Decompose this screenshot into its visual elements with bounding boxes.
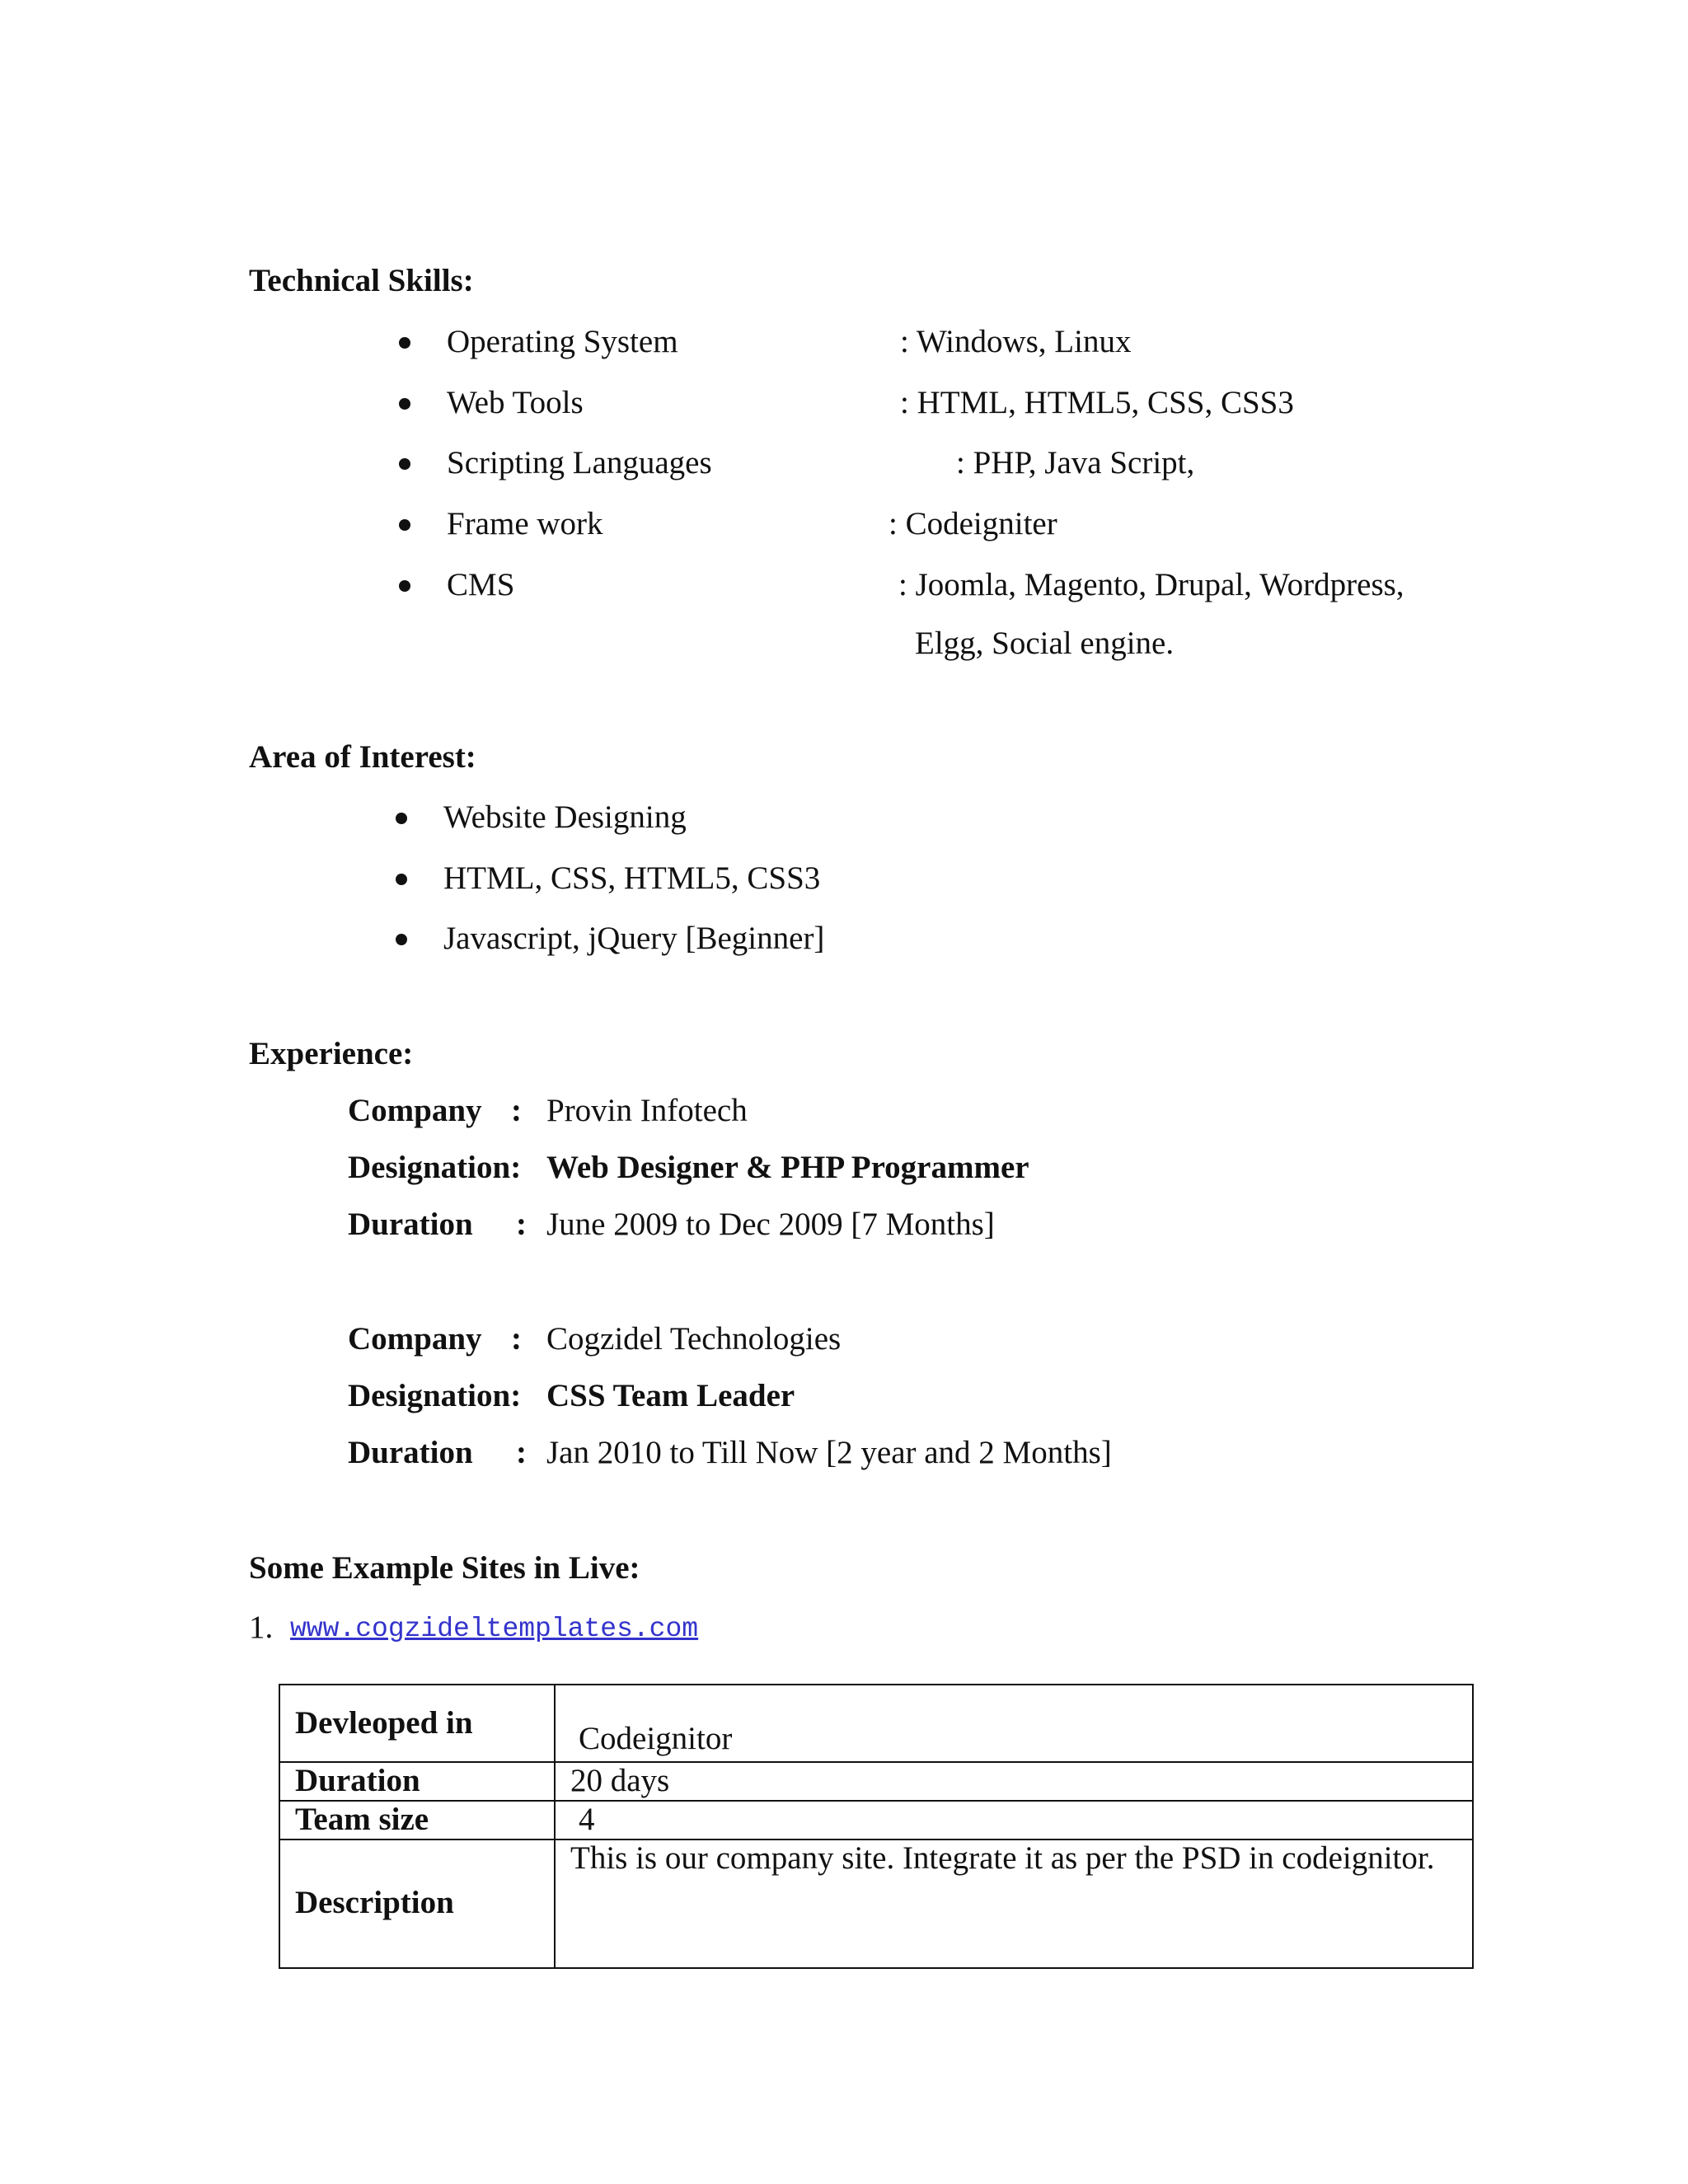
bullet-icon	[396, 874, 407, 885]
bullet-icon	[399, 398, 410, 410]
skill-value-webtools: : HTML, HTML5, CSS, CSS3	[900, 385, 1294, 420]
company-label: Company	[348, 1321, 482, 1357]
duration-value: Jan 2010 to Till Now [2 year and 2 Months]	[546, 1435, 1112, 1470]
designation-value: Web Designer & PHP Programmer	[546, 1150, 1029, 1185]
bullet-icon	[399, 519, 410, 531]
bullet-icon	[399, 337, 410, 349]
table-row	[279, 1685, 1473, 1762]
skill-label-cms: CMS	[447, 567, 515, 602]
skill-value-framework: : Codeigniter	[889, 506, 1057, 541]
bullet-icon	[396, 934, 407, 945]
skill-label-webtools: Web Tools	[447, 385, 584, 420]
interest-item: HTML, CSS, HTML5, CSS3	[443, 860, 821, 896]
company-separator: :	[511, 1093, 522, 1128]
site-link[interactable]: www.cogzideltemplates.com	[290, 1614, 699, 1644]
company-separator: :	[511, 1321, 522, 1357]
team-size-value: 4	[555, 1801, 1473, 1840]
bullet-icon	[396, 813, 407, 824]
site-number: 1.	[249, 1610, 274, 1645]
experience-heading: Experience:	[249, 1036, 414, 1071]
company-value: Provin Infotech	[546, 1093, 748, 1128]
designation-value: CSS Team Leader	[546, 1378, 795, 1413]
table-row	[279, 1840, 1473, 1968]
description-label: Description	[279, 1840, 555, 1968]
site-details-table	[279, 1684, 1474, 1969]
description-value: This is our company site. Integrate it as per the PSD in codeignitor.	[555, 1840, 1473, 1968]
skill-value-scripting: : PHP, Java Script,	[956, 445, 1195, 480]
company-label: Company	[348, 1093, 482, 1128]
area-of-interest-heading: Area of Interest:	[249, 739, 476, 775]
skill-value-cms: : Joomla, Magento, Drupal, Wordpress,	[898, 567, 1404, 602]
interest-item: Javascript, jQuery [Beginner]	[443, 921, 825, 956]
company-value: Cogzidel Technologies	[546, 1321, 842, 1357]
table-row	[279, 1762, 1473, 1801]
skill-label-os: Operating System	[447, 324, 678, 359]
interest-item: Website Designing	[443, 799, 687, 835]
skill-value-cms-cont: Elgg, Social engine.	[915, 626, 1175, 661]
bullet-icon	[399, 458, 410, 470]
technical-skills-heading: Technical Skills:	[249, 263, 474, 298]
developed-value: Codeignitor	[555, 1685, 1473, 1762]
duration-separator: :	[516, 1207, 527, 1242]
duration-label: Duration	[279, 1762, 555, 1801]
duration-label: Duration	[348, 1435, 473, 1470]
duration-label: Duration	[348, 1207, 473, 1242]
developed-label: Devleoped in	[279, 1685, 555, 1762]
team-size-label: Team size	[279, 1801, 555, 1840]
designation-label: Designation:	[348, 1150, 522, 1185]
duration-value: 20 days	[555, 1762, 1473, 1801]
skill-label-framework: Frame work	[447, 506, 603, 541]
duration-value: June 2009 to Dec 2009 [7 Months]	[546, 1207, 995, 1242]
skill-label-scripting: Scripting Languages	[447, 445, 712, 480]
designation-label: Designation:	[348, 1378, 522, 1413]
example-sites-heading: Some Example Sites in Live:	[249, 1550, 640, 1586]
table-row	[279, 1801, 1473, 1840]
bullet-icon	[399, 580, 410, 592]
skill-value-os: : Windows, Linux	[900, 324, 1132, 359]
duration-separator: :	[516, 1435, 527, 1470]
